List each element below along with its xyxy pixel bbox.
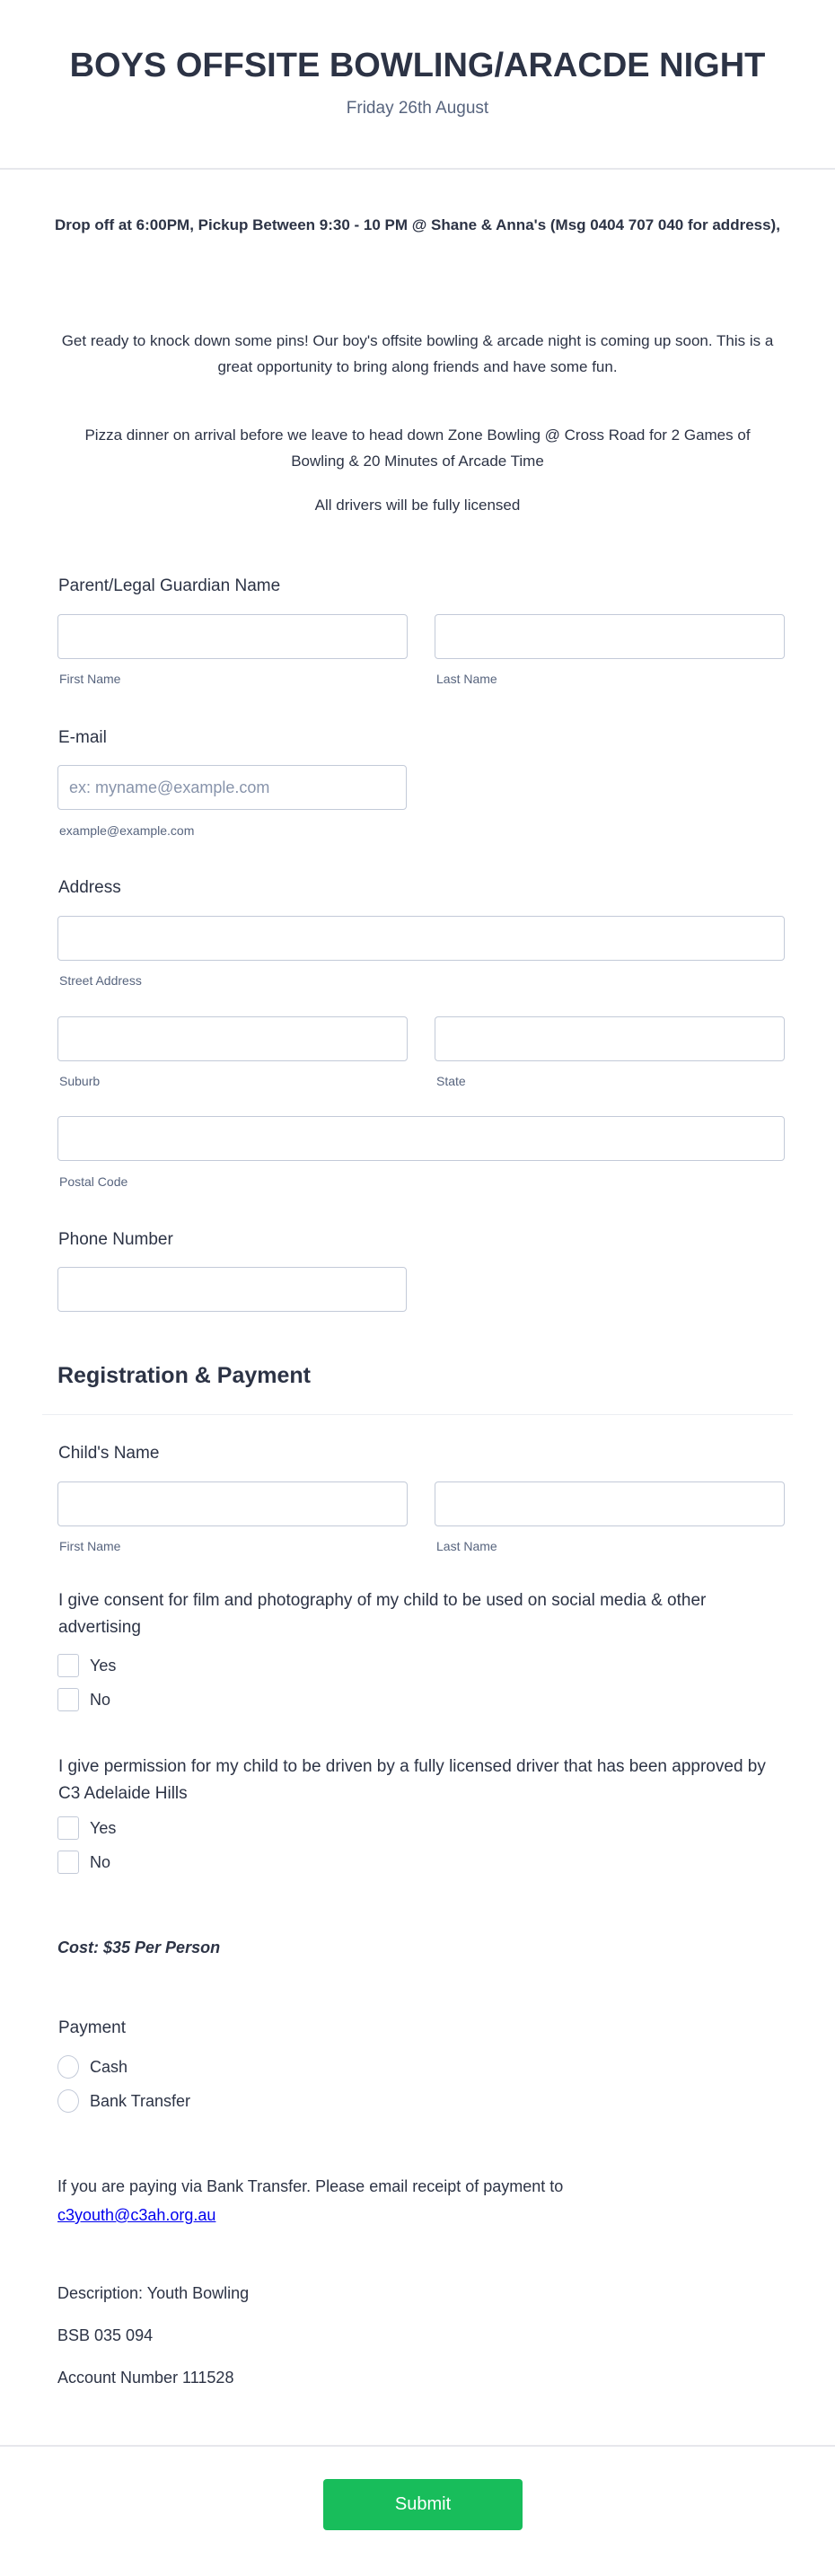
email-link[interactable]: c3youth@c3ah.org.au — [57, 2206, 216, 2224]
email-sublabel: example@example.com — [59, 823, 195, 838]
child-first-name-sublabel: First Name — [59, 1539, 121, 1553]
guardian-first-name-input[interactable] — [57, 614, 408, 659]
phone-label: Phone Number — [58, 1230, 173, 1249]
consent-no-option[interactable] — [57, 1688, 110, 1711]
submit-button[interactable]: Submit — [323, 2479, 523, 2530]
option-label: Yes — [90, 1818, 117, 1837]
dropoff-text: Drop off at 6:00PM, Pickup Between 9:30 - 10 PM @ Shane & Anna's (Msg 0404 707 040 for address), — [55, 216, 780, 233]
guardian-last-name-input[interactable] — [435, 614, 785, 659]
checkbox[interactable] — [57, 1688, 79, 1711]
guardian-last-name-sublabel: Last Name — [436, 672, 497, 686]
bank-account: Account Number 111528 — [57, 2369, 234, 2387]
child-last-name-sublabel: Last Name — [436, 1539, 497, 1553]
bank-description: Description: Youth Bowling — [57, 2284, 250, 2302]
postal-code-sublabel: Postal Code — [59, 1174, 128, 1189]
header-divider — [0, 168, 835, 170]
child-last-name-input[interactable] — [435, 1481, 785, 1526]
guardian-first-name-sublabel: First Name — [59, 672, 121, 686]
phone-input[interactable] — [57, 1267, 407, 1312]
section-heading: Registration & Payment — [57, 1363, 312, 1388]
option-label: Yes — [90, 1656, 117, 1675]
radio[interactable] — [57, 2055, 79, 2079]
checkbox[interactable] — [57, 1816, 79, 1840]
permission-no-option[interactable] — [57, 1851, 110, 1874]
street-address-input[interactable] — [57, 916, 785, 961]
suburb-input[interactable] — [57, 1016, 408, 1061]
checkbox[interactable] — [57, 1654, 79, 1677]
bank-bsb: BSB 035 094 — [57, 2326, 154, 2344]
address-label: Address — [58, 878, 121, 897]
section-divider — [42, 1414, 793, 1415]
option-label: No — [90, 1852, 111, 1871]
payment-label: Payment — [58, 2018, 126, 2037]
form-title: BOYS OFFSITE BOWLING/ARACDE NIGHT — [69, 47, 766, 84]
option-label: Bank Transfer — [90, 2091, 191, 2110]
guardian-name-label: Parent/Legal Guardian Name — [58, 576, 281, 595]
form-subtitle: Friday 26th August — [346, 99, 489, 118]
state-input[interactable] — [435, 1016, 785, 1061]
permission-question: I give permission for my child to be driven by a fully licensed driver that has been approved by C3 Adelaide Hills — [58, 1757, 766, 1803]
child-name-label: Child's Name — [58, 1444, 160, 1463]
checkbox[interactable] — [57, 1851, 79, 1874]
street-address-sublabel: Street Address — [59, 973, 142, 988]
postal-code-input[interactable] — [57, 1116, 785, 1161]
footer-divider — [0, 2445, 835, 2447]
payment-bank-transfer-option[interactable] — [57, 2089, 190, 2113]
option-label: Cash — [90, 2057, 128, 2076]
state-sublabel: State — [436, 1074, 466, 1088]
email-label: E-mail — [58, 728, 107, 747]
consent-yes-option[interactable] — [57, 1654, 116, 1677]
child-first-name-input[interactable] — [57, 1481, 408, 1526]
bank-transfer-instructions: If you are paying via Bank Transfer. Please email receipt of payment to — [57, 2177, 564, 2195]
consent-question: I give consent for film and photography of my child to be used on social media & other advertising — [58, 1591, 707, 1637]
pizza-paragraph: Pizza dinner on arrival before we leave to head down Zone Bowling @ Cross Road for 2 Games of Bowling & 20 Minutes of Arcade Time — [84, 426, 751, 470]
drivers-paragraph: All drivers will be fully licensed — [314, 497, 521, 514]
permission-yes-option[interactable] — [57, 1816, 116, 1840]
option-label: No — [90, 1690, 111, 1709]
radio[interactable] — [57, 2089, 79, 2113]
suburb-sublabel: Suburb — [59, 1074, 101, 1088]
payment-cash-option[interactable] — [57, 2055, 127, 2079]
email-input[interactable] — [57, 765, 407, 810]
cost-text: Cost: $35 Per Person — [57, 1939, 221, 1956]
intro-paragraph: Get ready to knock down some pins! Our boy's offsite bowling & arcade night is coming up soon. This is a great opportunity to bring along friends and have some fun. — [61, 332, 774, 375]
